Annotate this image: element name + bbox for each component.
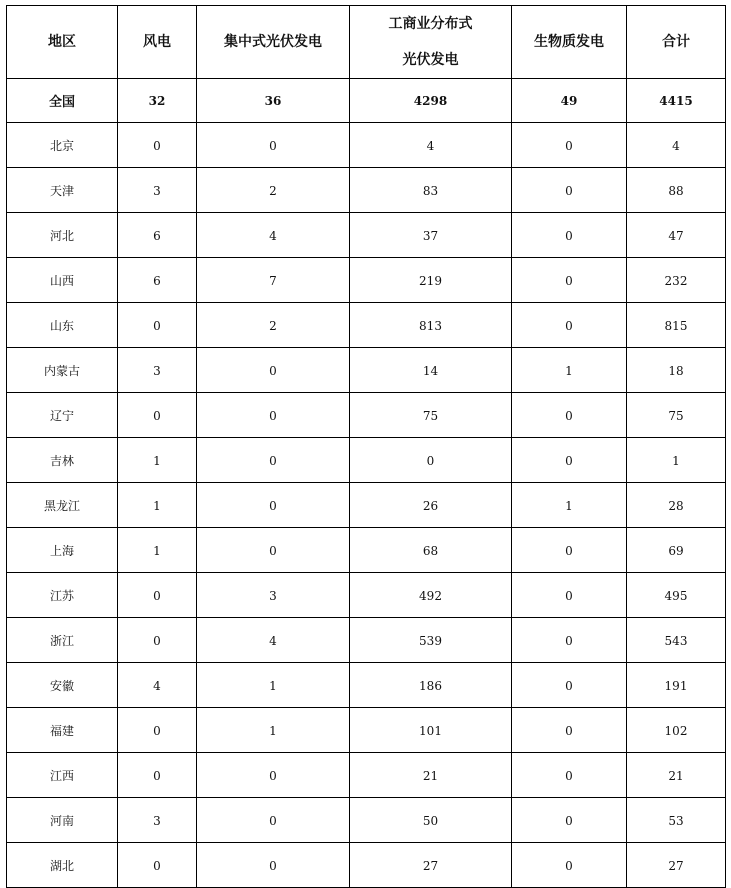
cell-wind: 3: [118, 168, 197, 213]
cell-region: 江苏: [7, 573, 118, 618]
cell-distributed-pv: 83: [350, 168, 512, 213]
cell-centralized-pv: 0: [197, 528, 350, 573]
cell-total: 102: [627, 708, 726, 753]
header-region: 地区: [7, 6, 118, 79]
cell-region: 湖北: [7, 843, 118, 888]
cell-centralized-pv: 1: [197, 708, 350, 753]
cell-wind: 0: [118, 393, 197, 438]
cell-biomass: 0: [512, 303, 627, 348]
data-table-container: [6, 5, 725, 888]
table-row: [7, 213, 726, 258]
cell-biomass: 0: [512, 753, 627, 798]
cell-centralized-pv: 0: [197, 348, 350, 393]
table-row: [7, 438, 726, 483]
cell-wind: 0: [118, 753, 197, 798]
cell-distributed-pv: 26: [350, 483, 512, 528]
cell-region: 内蒙古: [7, 348, 118, 393]
cell-wind: 6: [118, 258, 197, 303]
total-row-centralized-pv: 36: [197, 79, 350, 123]
cell-region: 天津: [7, 168, 118, 213]
cell-distributed-pv: 219: [350, 258, 512, 303]
table-row: [7, 123, 726, 168]
cell-biomass: 0: [512, 573, 627, 618]
cell-region: 河南: [7, 798, 118, 843]
cell-region: 浙江: [7, 618, 118, 663]
cell-distributed-pv: 4: [350, 123, 512, 168]
cell-total: 47: [627, 213, 726, 258]
cell-wind: 1: [118, 438, 197, 483]
cell-total: 543: [627, 618, 726, 663]
cell-centralized-pv: 4: [197, 213, 350, 258]
cell-distributed-pv: 37: [350, 213, 512, 258]
cell-centralized-pv: 0: [197, 483, 350, 528]
table-row: [7, 708, 726, 753]
header-row: [7, 6, 726, 79]
table-row: [7, 348, 726, 393]
cell-distributed-pv: 101: [350, 708, 512, 753]
table-body: [7, 79, 726, 888]
table-row: [7, 573, 726, 618]
cell-biomass: 0: [512, 708, 627, 753]
cell-biomass: 0: [512, 123, 627, 168]
cell-distributed-pv: 75: [350, 393, 512, 438]
cell-biomass: 0: [512, 393, 627, 438]
cell-total: 495: [627, 573, 726, 618]
cell-wind: 4: [118, 663, 197, 708]
cell-biomass: 0: [512, 798, 627, 843]
cell-biomass: 1: [512, 483, 627, 528]
cell-region: 江西: [7, 753, 118, 798]
cell-centralized-pv: 0: [197, 393, 350, 438]
cell-total: 4: [627, 123, 726, 168]
cell-distributed-pv: 813: [350, 303, 512, 348]
cell-region: 河北: [7, 213, 118, 258]
cell-distributed-pv: 27: [350, 843, 512, 888]
cell-distributed-pv: 50: [350, 798, 512, 843]
cell-centralized-pv: 4: [197, 618, 350, 663]
cell-region: 福建: [7, 708, 118, 753]
cell-region: 上海: [7, 528, 118, 573]
cell-centralized-pv: 3: [197, 573, 350, 618]
cell-total: 1: [627, 438, 726, 483]
table-row: [7, 483, 726, 528]
cell-region: 北京: [7, 123, 118, 168]
cell-biomass: 1: [512, 348, 627, 393]
table-row: [7, 753, 726, 798]
cell-region: 山西: [7, 258, 118, 303]
total-row-biomass: 49: [512, 79, 627, 123]
table-row: [7, 258, 726, 303]
header-wind: 风电: [118, 6, 197, 79]
cell-distributed-pv: 186: [350, 663, 512, 708]
cell-biomass: 0: [512, 663, 627, 708]
cell-total: 28: [627, 483, 726, 528]
cell-distributed-pv: 68: [350, 528, 512, 573]
cell-total: 21: [627, 753, 726, 798]
cell-region: 山东: [7, 303, 118, 348]
cell-wind: 0: [118, 573, 197, 618]
cell-biomass: 0: [512, 258, 627, 303]
cell-wind: 0: [118, 708, 197, 753]
cell-wind: 0: [118, 123, 197, 168]
cell-total: 27: [627, 843, 726, 888]
total-row-total: 4415: [627, 79, 726, 123]
cell-total: 18: [627, 348, 726, 393]
header-centralized-pv: 集中式光伏发电: [197, 6, 350, 79]
cell-region: 辽宁: [7, 393, 118, 438]
cell-biomass: 0: [512, 438, 627, 483]
national-total-row: [7, 79, 726, 123]
cell-wind: 1: [118, 528, 197, 573]
cell-wind: 6: [118, 213, 197, 258]
cell-centralized-pv: 0: [197, 438, 350, 483]
header-total: 合计: [627, 6, 726, 79]
header-distributed-pv-line2: 光伏发电: [402, 52, 459, 68]
cell-total: 815: [627, 303, 726, 348]
table-row: [7, 843, 726, 888]
cell-distributed-pv: 492: [350, 573, 512, 618]
cell-wind: 0: [118, 843, 197, 888]
cell-centralized-pv: 0: [197, 843, 350, 888]
cell-total: 191: [627, 663, 726, 708]
table-row: [7, 798, 726, 843]
cell-distributed-pv: 539: [350, 618, 512, 663]
cell-centralized-pv: 0: [197, 753, 350, 798]
cell-biomass: 0: [512, 528, 627, 573]
header-distributed-pv: [350, 6, 512, 79]
cell-biomass: 0: [512, 618, 627, 663]
cell-biomass: 0: [512, 168, 627, 213]
cell-total: 88: [627, 168, 726, 213]
cell-total: 75: [627, 393, 726, 438]
cell-biomass: 0: [512, 843, 627, 888]
cell-distributed-pv: 0: [350, 438, 512, 483]
table-row: [7, 663, 726, 708]
cell-centralized-pv: 2: [197, 303, 350, 348]
cell-distributed-pv: 14: [350, 348, 512, 393]
cell-wind: 1: [118, 483, 197, 528]
cell-total: 232: [627, 258, 726, 303]
cell-total: 69: [627, 528, 726, 573]
cell-region: 黑龙江: [7, 483, 118, 528]
cell-wind: 3: [118, 348, 197, 393]
cell-region: 吉林: [7, 438, 118, 483]
total-row-wind: 32: [118, 79, 197, 123]
cell-centralized-pv: 1: [197, 663, 350, 708]
table-row: [7, 618, 726, 663]
total-row-distributed-pv: 4298: [350, 79, 512, 123]
cell-centralized-pv: 2: [197, 168, 350, 213]
cell-wind: 3: [118, 798, 197, 843]
header-biomass: 生物质发电: [512, 6, 627, 79]
cell-centralized-pv: 0: [197, 798, 350, 843]
cell-distributed-pv: 21: [350, 753, 512, 798]
table-row: [7, 303, 726, 348]
cell-biomass: 0: [512, 213, 627, 258]
total-row-region: 全国: [7, 79, 118, 123]
cell-wind: 0: [118, 618, 197, 663]
cell-centralized-pv: 7: [197, 258, 350, 303]
table-header: [7, 6, 726, 79]
cell-wind: 0: [118, 303, 197, 348]
table-row: [7, 168, 726, 213]
data-table: [6, 5, 726, 888]
cell-region: 安徽: [7, 663, 118, 708]
header-distributed-pv-line1: 工商业分布式: [388, 16, 473, 32]
table-row: [7, 393, 726, 438]
cell-centralized-pv: 0: [197, 123, 350, 168]
cell-total: 53: [627, 798, 726, 843]
table-row: [7, 528, 726, 573]
